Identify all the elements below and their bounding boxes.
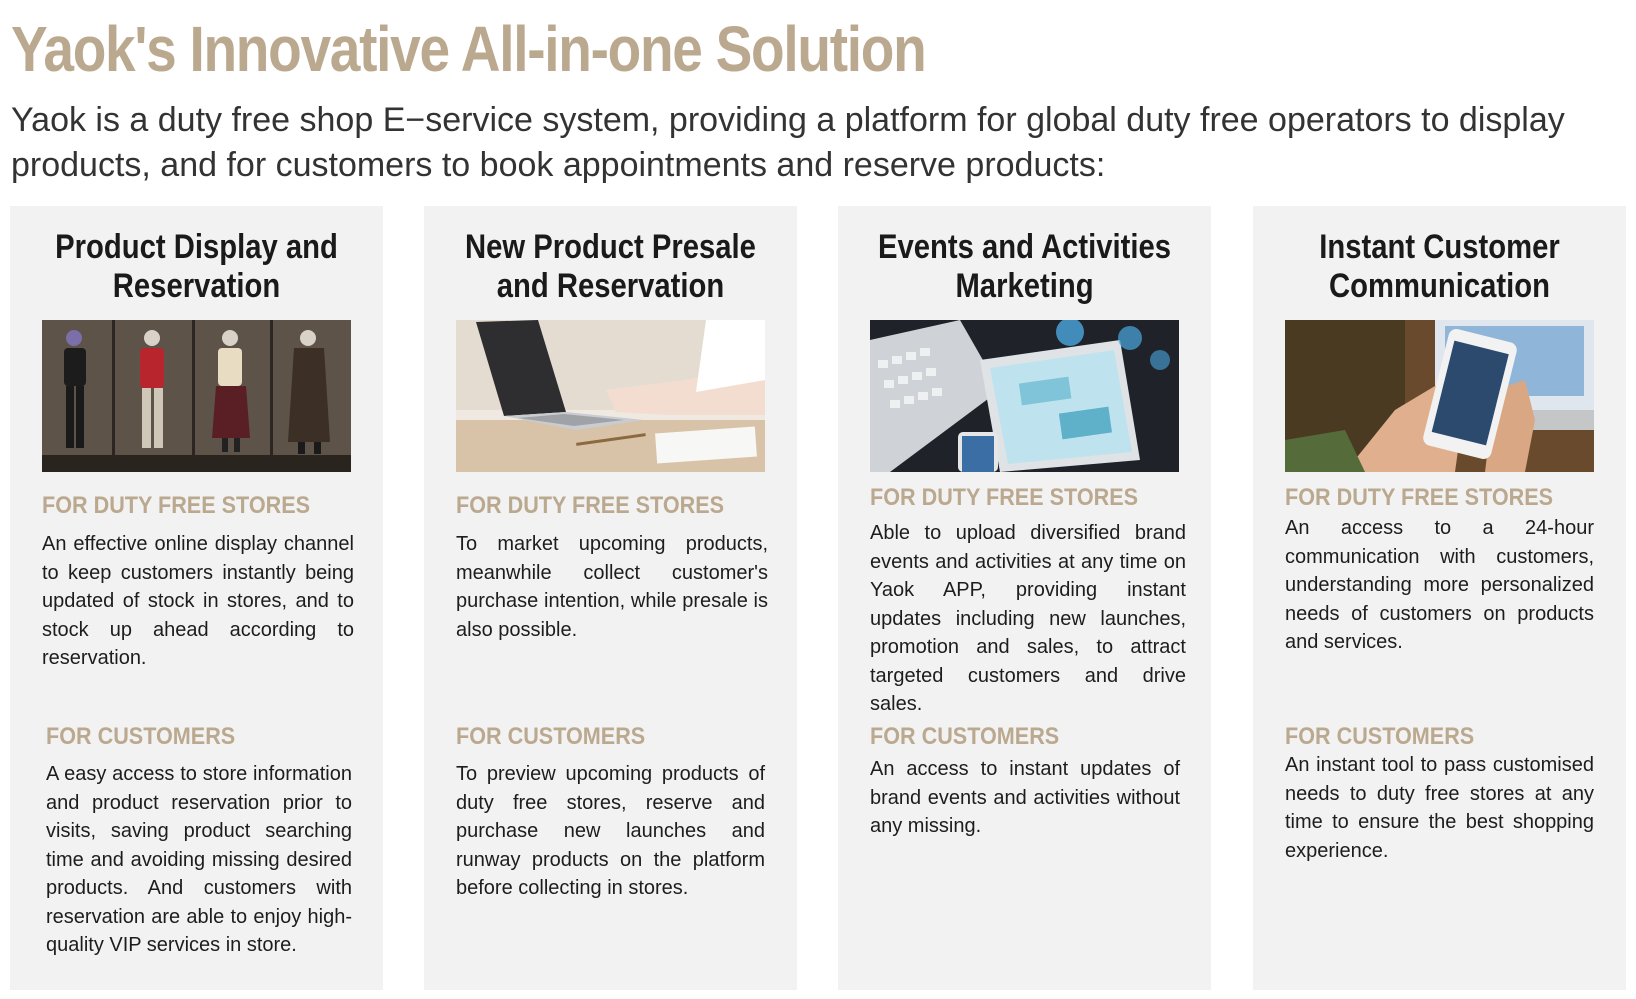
card-instant-communication (1253, 206, 1626, 990)
card-events-marketing (838, 206, 1211, 990)
customers-text: To preview upcoming products of duty free stores, reserve and purchase new launches and runway products on the platform before collecting in stores. (456, 763, 765, 899)
customers-label: FOR CUSTOMERS (870, 723, 1060, 750)
card-title: Instant Customer Communication (1319, 228, 1560, 305)
stores-label: FOR DUTY FREE STORES (42, 492, 311, 519)
customers-label: FOR CUSTOMERS (1285, 723, 1475, 750)
customers-label: FOR CUSTOMERS (46, 723, 236, 750)
stores-text: To market upcoming products, meanwhile collect customer's purchase intention, while presale is also possible. (456, 533, 768, 641)
customers-text: An access to instant updates of brand events and activities without any missing. (870, 758, 1180, 837)
card-product-display (10, 206, 383, 990)
card-title: Events and Activities Marketing (877, 228, 1172, 305)
tablet-keyboard-photo (870, 320, 1179, 472)
card-title: Product Display and Reservation (55, 228, 338, 305)
card-title: New Product Presale and Reservation (465, 228, 756, 305)
page-title: Yaok's Innovative All-in-one Solution (11, 13, 926, 85)
customers-text: An instant tool to pass customised needs to duty free stores at any time to ensure the best shopping experience. (1285, 754, 1594, 862)
stores-label: FOR DUTY FREE STORES (456, 492, 725, 519)
card-new-product-presale (424, 206, 797, 990)
stores-label: FOR DUTY FREE STORES (1285, 484, 1554, 511)
stores-text: Able to upload diversified brand events and activities at any time on Yaok APP, providing instant updates including new launches, promotion and sales, to attract targeted customers and drive sales. (870, 522, 1186, 715)
fashion-mannequins-photo (42, 320, 351, 472)
laptop-typing-photo (456, 320, 765, 472)
stores-text: An access to a 24-hour communication with customers, understanding more personalized needs of customers on products and services. (1285, 517, 1594, 653)
stores-text: An effective online display channel to keep customers instantly being updated of stock in stores, and to stock up ahead according to reservation. (42, 533, 354, 669)
smartphone-in-hands-photo (1285, 320, 1594, 472)
stores-label: FOR DUTY FREE STORES (870, 484, 1139, 511)
intro-text: Yaok is a duty free shop E−service system, providing a platform for global duty free operators to display products, and for customers to book appointments and reserve products: (11, 101, 1565, 184)
customers-text: A easy access to store information and product reservation prior to visits, saving product searching time and avoiding missing desired products. And customers with reservation are able to enjoy high-quality VIP services in store. (46, 763, 352, 956)
customers-label: FOR CUSTOMERS (456, 723, 646, 750)
